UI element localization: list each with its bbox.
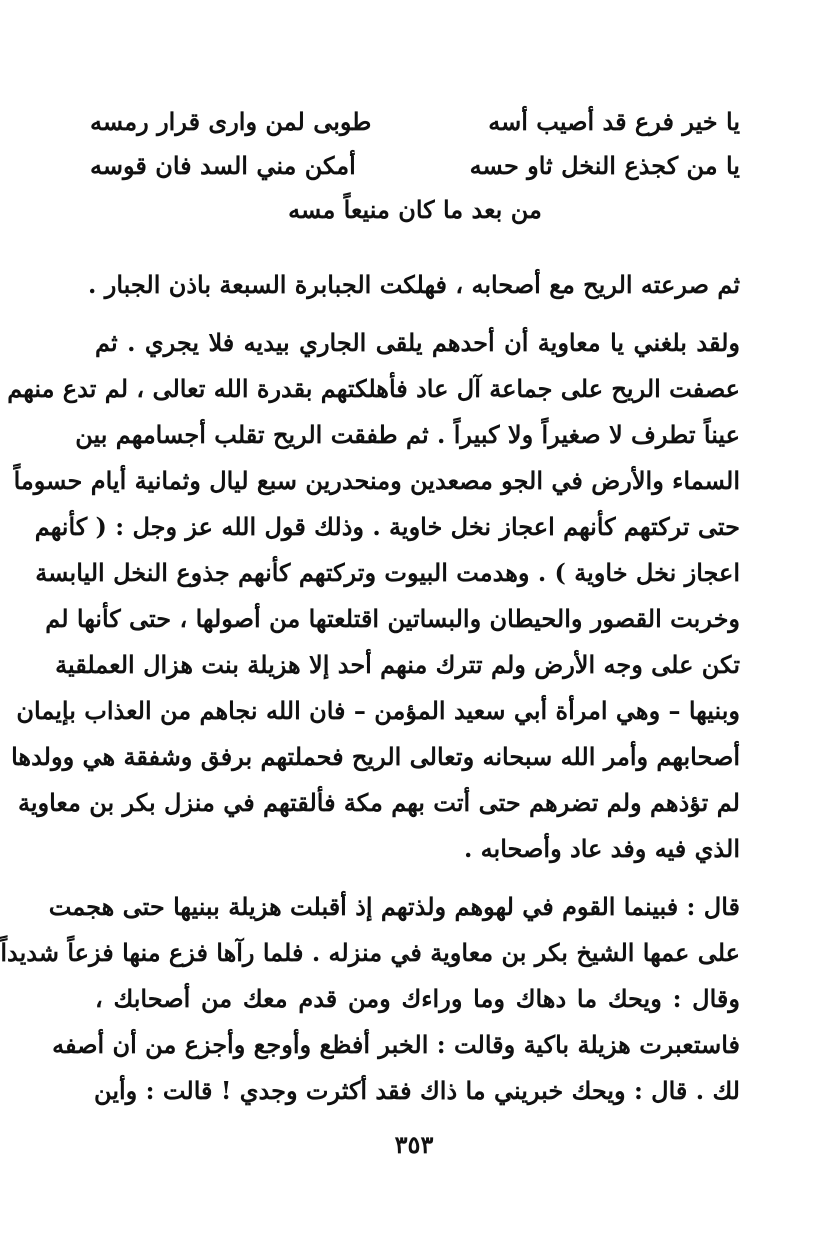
text-line: وخربت القصور والحيطان والبساتين اقتلعتها من أصولها ، حتى كأنها لم [45,604,740,633]
verse-hemistich-right: يا خير فرع قد أصيب أسه [488,107,740,136]
text-line: لك . قال : ويحك خبريني ما ذاك فقد أكثرت وجدي ! قالت : وأين [94,1076,740,1105]
text-line: عصفت الريح على جماعة آل عاد فأهلكتهم بقدرة الله تعالى ، لم تدع منهم [7,374,740,403]
text-line: السماء والأرض في الجو مصعدين ومنحدرين سبع ليال وثمانية أيام حسوماً [13,466,740,495]
text-line: حتى تركتهم كأنهم اعجاز نخل خاوية . وذلك قول الله عز وجل : ( كأنهم [34,512,740,541]
text-line: قال : فبينما القوم في لهوهم ولذتهم إذ أقبلت هزيلة ببنيها حتى هجمت [48,892,740,921]
paragraph-huzaila [0,884,740,1114]
text-line: فاستعبرت هزيلة باكية وقالت : الخبر أفظع وأوجع وأجزع من أن أصفه [52,1030,740,1059]
paragraph-story-of-ad [7,320,740,872]
text-line: وقال : ويحك ما دهاك وما وراءك ومن قدم معك من أصحابك ، [95,984,740,1013]
text-line: الذي فيه وفد عاد وأصحابه . [463,834,740,863]
text-line: ولقد بلغني يا معاوية أن أحدهم يلقى الجاري بيديه فلا يجري . ثم [95,328,740,357]
text-line: ثم صرعته الريح مع أصحابه ، فهلكت الجبابرة السبعة باذن الجبار . [88,270,740,299]
verse-hemistich-left: أمكن مني السد فان قوسه [90,151,356,180]
verse-line [90,144,740,188]
verse-closing-line: من بعد ما كان منيعاً مسه [288,195,542,224]
page-number: ٣٥٣ [394,1130,434,1159]
verse-hemistich-left: طوبى لمن وارى قرار رمسه [90,107,372,136]
text-line: لم تؤذهم ولم تضرهم حتى أتت بهم مكة فألقتهم في منزل بكر بن معاوية [17,788,740,817]
verse-line [90,100,740,144]
poem-verses [90,100,740,232]
text-line: وبنيها – وهي امرأة أبي سعيد المؤمن – فان الله نجاهم من العذاب بإيمان [16,696,740,725]
text-line: على عمها الشيخ بكر بن معاوية في منزله . فلما رآها فزع منها فزعاً شديداً [0,938,740,967]
verse-hemistich-right: يا من كجذع النخل ثاو حسه [469,151,740,180]
text-line: عيناً تطرف لا صغيراً ولا كبيراً . ثم طفقت الريح تقلب أجسامهم بين [75,420,740,449]
text-line: اعجاز نخل خاوية ) . وهدمت البيوت وتركتهم كأنهم جذوع النخل اليابسة [35,558,740,587]
text-line: أصحابهم وأمر الله سبحانه وتعالى الريح فحملتهم برفق وشفقة هي وولدها [11,742,740,771]
text-line: تكن على وجه الأرض ولم تترك منهم أحد إلا هزيلة بنت هزال العملقية [55,650,740,679]
paragraph-wind-destruction [88,262,740,308]
